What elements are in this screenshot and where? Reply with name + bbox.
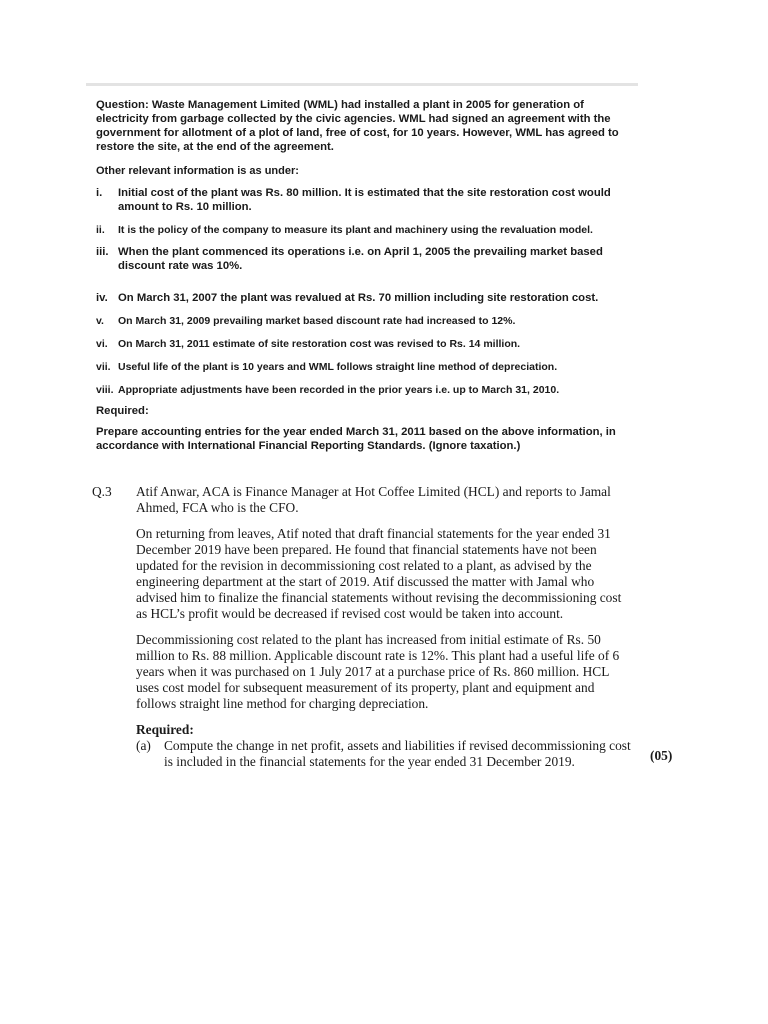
list-item: iv. On March 31, 2007 the plant was revalued at Rs. 70 million including site restoration cost.: [96, 292, 599, 304]
part-a-text: Compute the change in net profit, assets and liabilities if revised decommissioning cost is included in the financial statements for the year ended 31 December 2019.: [164, 738, 631, 769]
list-item: viii. Appropriate adjustments have been recorded in the prior years i.e. up to March 31, 2010.: [96, 384, 560, 396]
marks: (05): [650, 748, 673, 763]
required-text: Prepare accounting entries for the year ended March 31, 2011 based on the above information, in accordance with International Financial Reporting Standards.: [96, 426, 616, 452]
list-item: v. On March 31, 2009 prevailing market based discount rate had increased to 12%.: [96, 315, 516, 327]
list-item: i. Initial cost of the plant was Rs. 80 million. It is estimated that the site restoration cost would amount to Rs. 10 million.: [96, 187, 611, 213]
question-text: Waste Management Limited (WML) had installed a plant in 2005 for generation of electricity from garbage collected by the civic agencies. WML had signed an agreement with the government for allotment of a plot of land, free of cost, for 10 years. However, WML has agreed to restore the site, at the end of the agreement.: [96, 99, 619, 153]
question-wml: [96, 98, 636, 453]
required-heading: Required:: [136, 722, 194, 737]
question-label: Question:: [96, 99, 149, 111]
list-item: vi. On March 31, 2011 estimate of site restoration cost was revised to Rs. 14 million.: [96, 338, 521, 350]
list-item: vii. Useful life of the plant is 10 years and WML follows straight line method of depreciation.: [96, 361, 558, 373]
list-item: iii. When the plant commenced its operations i.e. on April 1, 2005 the prevailing market based discount rate was 10%.: [96, 246, 603, 272]
question-number: Q.3: [92, 484, 112, 499]
required-paragraph: [96, 425, 636, 453]
paragraph: On returning from leaves, Atif noted that draft financial statements for the year ended 31 December 2019 have been prepared. He found that financial statements have not been updated for the revision in decommissioning cost related to a plant, as advised by the engineering department at the start of 2019. Atif discussed the matter with Jamal who advised him to finalize the financial statements without revising the decommissioning cost as HCL’s profit would be decreased if revised cost would be taken into account.: [136, 526, 622, 621]
ignore-taxation-note: (Ignore taxation.): [428, 440, 521, 452]
top-divider: [86, 83, 638, 86]
question-paragraph: [96, 98, 636, 154]
required-heading: Required:: [96, 405, 149, 417]
intro-text: Other relevant information is as under:: [96, 165, 299, 177]
part-a-label: (a): [136, 738, 151, 753]
list-item: ii. It is the policy of the company to measure its plant and machinery using the revaluation model.: [96, 224, 593, 236]
part-a: [136, 738, 632, 770]
paragraph: Decommissioning cost related to the plant has increased from initial estimate of Rs. 50 million to Rs. 88 million. Applicable discount rate is 12%. This plant had a useful life of 6 years when it was purchased on 1 July 2017 at a purchase price of Rs. 860 million. HCL uses cost model for subsequent measurement of its property, plant and equipment and follows straight line method for charging depreciation.: [136, 632, 620, 711]
question-body: [136, 484, 632, 770]
info-list: [96, 186, 636, 397]
paragraph: Atif Anwar, ACA is Finance Manager at Hot Coffee Limited (HCL) and reports to Jamal Ahmed, FCA who is the CFO.: [136, 484, 611, 515]
